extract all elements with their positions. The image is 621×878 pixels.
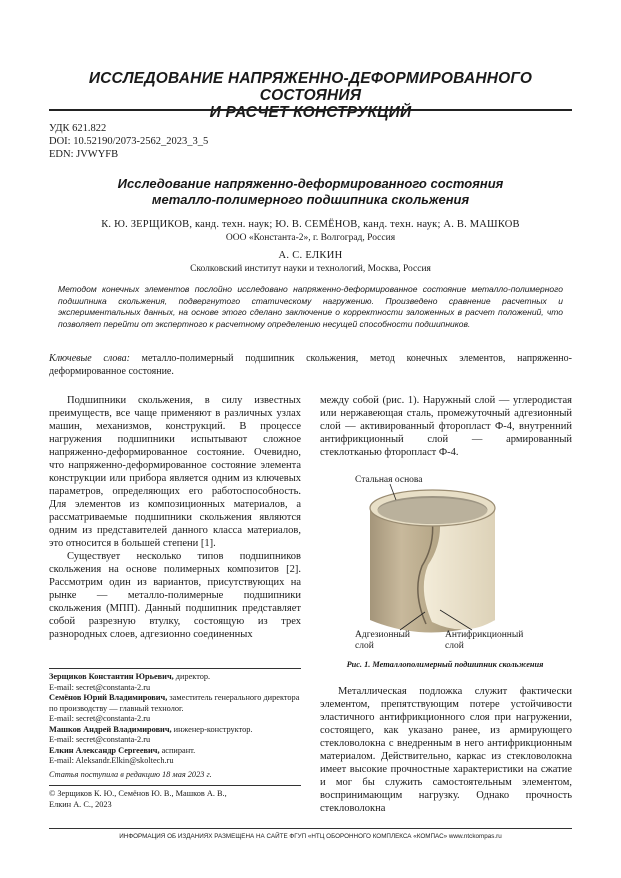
author-4-email: E-mail: Aleksandr.Elkin@skoltech.ru bbox=[49, 756, 174, 765]
udk: УДК 621.822 bbox=[49, 123, 107, 134]
right-paragraph-2: Металлическая подложка служит фактически элементом, препятствующим потере устойчивости эластичного антифрикционного слоя при нагружении, состоящего, как указано ранее, из армирующего стекловолокна с внедренным в него антифрикционным материалом. Действительно, каркас из стекловолокна имеет высокие прочностные характеристики на сжатие и мог бы служить самостоятельным элементом, воспринимающим нагрузку. Однако прочность стекловолокна bbox=[320, 686, 572, 814]
footer-rule bbox=[49, 828, 572, 829]
footer-text: ИНФОРМАЦИЯ ОБ ИЗДАНИЯХ РАЗМЕЩЕНА НА САЙТЕ ФГУП «НТЦ ОБОРОННОГО КОМПЛЕКСА «КОМПАС» www.ntckompas.ru bbox=[119, 833, 502, 840]
author-1: Зерщиков Константин Юрьевич, директор. bbox=[49, 672, 211, 681]
keywords-label: Ключевые слова: bbox=[49, 353, 130, 364]
author-4: Елкин Александр Сергеевич, аспирант. bbox=[49, 745, 196, 755]
label-antifriction: Антифрикционный слой bbox=[445, 630, 524, 651]
edn: EDN: JVWYFB bbox=[49, 149, 119, 160]
label-steel: Стальная основа bbox=[355, 475, 423, 485]
section-title-line1: ИССЛЕДОВАНИЕ НАПРЯЖЕННО-ДЕФОРМИРОВАННОГО СОСТОЯНИЯ bbox=[88, 70, 533, 104]
abstract: Методом конечных элементов послойно исследовано напряженно-деформированное состояние металло-полимерного подшипника скольжения, подвергнутого статическому нагружению. Произведено сравнение расчетных и экспериментальных данных, на основе этого сделано заключение о корректности заложенных в расчет положений, что позволяет перейти от экспертного к расчетному определению несущей способности подшипников. bbox=[58, 284, 563, 329]
article-title-line2: металло-полимерного подшипника скольжения bbox=[151, 192, 470, 207]
affiliation2: Сколковский институт науки и технологий, Москва, Россия bbox=[190, 264, 431, 274]
section-title bbox=[40, 70, 581, 121]
authors-info bbox=[49, 672, 301, 810]
label-adhesive: Адгезионный слой bbox=[355, 630, 411, 651]
bearing-figure bbox=[330, 470, 560, 655]
article-title bbox=[49, 176, 572, 208]
author-2-email: E-mail: secret@constanta-2.ru bbox=[49, 714, 151, 723]
authors-line1: К. Ю. ЗЕРЩИКОВ, канд. техн. наук; Ю. В. СЕМЁНОВ, канд. техн. наук; А. В. МАШКОВ bbox=[101, 219, 520, 230]
right-paragraph-1: между собой (рис. 1). Наружный слой — углеродистая или нержавеющая сталь, промежуточный адгезионный слой — активированный фторопласт Ф-4, внутренний антифрикционный слой — армированный стеклотканью фторопласт Ф-4. bbox=[320, 395, 572, 458]
keywords bbox=[49, 352, 572, 378]
copyright-line2: Елкин А. С., 2023 bbox=[49, 799, 112, 809]
author-3: Машков Андрей Владимирович, инженер-конструктор. bbox=[49, 724, 253, 734]
figure-caption: Рис. 1. Металлополимерный подшипник скольжения bbox=[346, 660, 544, 669]
left-paragraph-1: Подшипники скольжения, в силу известных преимуществ, все чаще применяют в различных узлах машин, механизмов, конструкций. В процессе нагружения подшипники испытывают сложное напряженно-деформированное состояние. Очевидно, что напряженно-деформированное состояние элемента конструкции или прибора является одним из ключевых параметров, определяющих его работоспособность. Для элементов из композиционных материалов, а рассматриваемые подшипники скольжения являются одним из представителей данного класса материалов, это относится в большей степени [1]. bbox=[49, 395, 301, 549]
article-title-line1: Исследование напряженно-деформированного состояния bbox=[117, 176, 504, 191]
author-3-email: E-mail: secret@constanta-2.ru bbox=[49, 735, 151, 744]
section-title-line2: И РАСЧЕТ КОНСТРУКЦИЙ bbox=[209, 104, 412, 121]
left-column bbox=[49, 394, 301, 641]
header-rule bbox=[49, 109, 572, 111]
right-column-top bbox=[320, 394, 572, 459]
doi: DOI: 10.52190/2073-2562_2023_3_5 bbox=[49, 136, 209, 147]
authors-rule bbox=[49, 668, 301, 669]
right-column-bottom bbox=[320, 685, 572, 815]
author-2: Семёнов Юрий Владимирович, заместитель генерального директора по производству — главный технолог. bbox=[49, 693, 300, 713]
copyright-line1: © Зерщиков К. Ю., Семёнов Ю. В., Машков А. В., bbox=[49, 785, 301, 800]
keywords-text: металло-полимерный подшипник скольжения, метод конечных элементов, напряженно-деформированное состояние. bbox=[49, 353, 572, 377]
affiliation1: ООО «Константа-2», г. Волгоград, Россия bbox=[225, 233, 396, 243]
left-paragraph-2: Существует несколько типов подшипников скольжения на основе полимерных композитов [2]. Рассмотрим один из вариантов, присутствующих на рынке — металло-полимерные подшипники скольжения (МПП). Данный подшипник представляет собой разрезную втулку, состоящую из трех разнородных слоев, адгезионно соединенных bbox=[49, 551, 301, 640]
author-1-email: E-mail: secret@constanta-2.ru bbox=[49, 682, 151, 692]
authors-line2: А. С. ЕЛКИН bbox=[278, 250, 343, 261]
received-date: Статья поступила в редакцию 18 мая 2023 г. bbox=[49, 769, 212, 779]
